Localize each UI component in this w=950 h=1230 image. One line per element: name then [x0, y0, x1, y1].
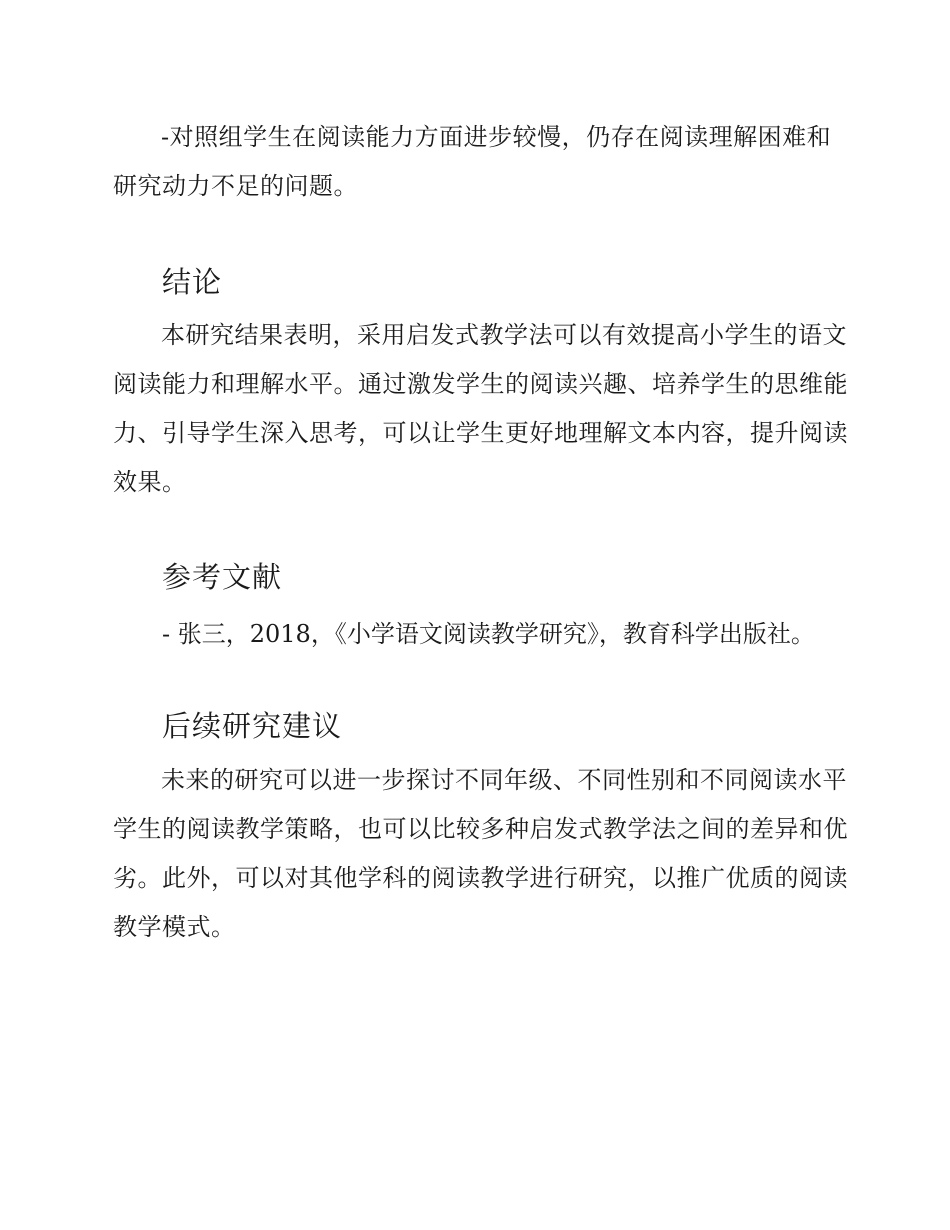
conclusion-section: [113, 311, 853, 507]
references-heading: 参考文献: [162, 560, 283, 594]
future-research-paragraph: 未来的研究可以进一步探讨不同年级、不同性别和不同阅读水平学生的阅读教学策略，也可以比较多种启发式教学法之间的差异和优劣。此外，可以对其他学科的阅读教学进行研究，以推广优质的阅读教学模式。: [113, 766, 848, 941]
continued-paragraph: -对照组学生在阅读能力方面进步较慢，仍存在阅读理解困难和研究动力不足的问题。: [113, 123, 832, 200]
future-research-section: [113, 756, 853, 952]
future-research-heading: 后续研究建议: [162, 709, 343, 743]
reference-item: - 张三，2018，《小学语文阅读教学研究》，教育科学出版社。: [162, 620, 815, 648]
continued-paragraph-block: [113, 113, 853, 211]
conclusion-paragraph: 本研究结果表明，采用启发式教学法可以有效提高小学生的语文阅读能力和理解水平。通过激发学生的阅读兴趣、培养学生的思维能力、引导学生深入思考，可以让学生更好地理解文本内容，提升阅读效果。: [113, 321, 848, 496]
conclusion-heading: 结论: [162, 265, 223, 299]
references-list: [162, 614, 922, 654]
